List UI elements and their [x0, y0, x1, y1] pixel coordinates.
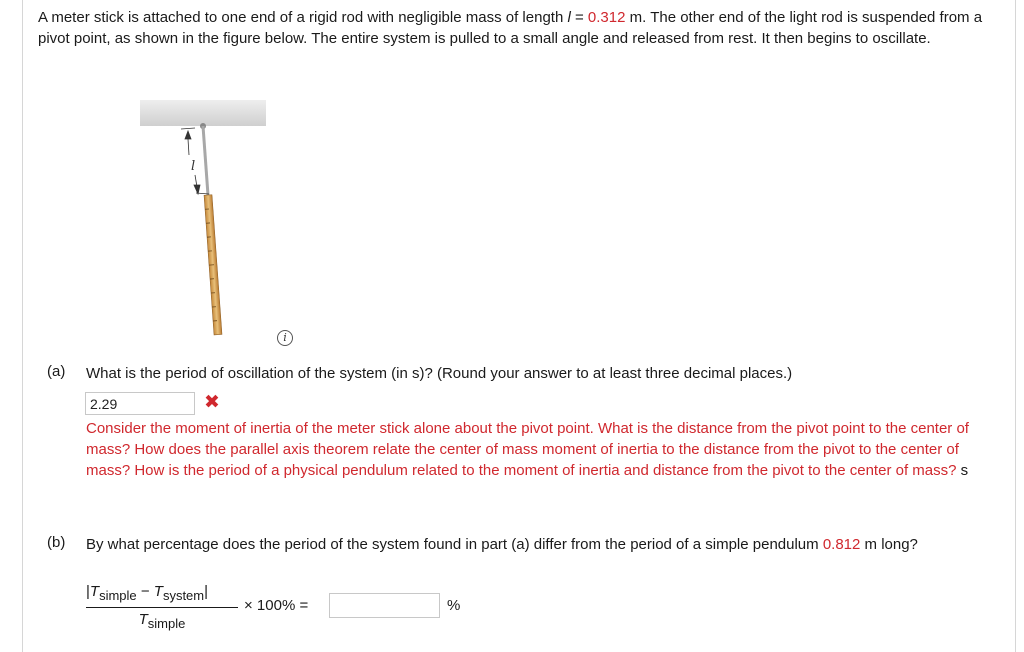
percent-unit: % — [447, 597, 461, 614]
ceiling — [140, 100, 266, 126]
sub-simple: simple — [99, 588, 137, 603]
part-a-label: (a) — [47, 363, 66, 380]
intro-text-1: A meter stick is attached to one end of a rigid rod with negligible mass of length — [38, 9, 568, 26]
length-label: l — [191, 159, 196, 174]
hint-unit: s — [960, 462, 969, 479]
meter-stick — [204, 195, 222, 335]
times-100-percent: × 100% = — [244, 597, 309, 614]
part-a-question: What is the period of oscillation of the system (in s)? (Round your answer to at least three decimal places.) — [86, 365, 793, 382]
abs-open: | — [86, 583, 90, 600]
var-l: l — [567, 9, 571, 26]
sub-system: system — [162, 588, 205, 603]
minus-sign: − — [136, 583, 154, 600]
formula-denominator — [86, 611, 238, 633]
intro-eq: = — [570, 9, 588, 26]
part-b-answer-input[interactable] — [329, 593, 440, 618]
pendulum-diagram — [135, 95, 305, 345]
pendulum-length-value: 0.812 — [822, 536, 861, 553]
problem-statement — [38, 7, 1008, 49]
part-a-answer-input[interactable]: 2.29 — [85, 392, 195, 415]
pendulum-figure — [135, 95, 305, 345]
formula-numerator — [86, 583, 242, 605]
part-b-question-end: m long? — [860, 536, 918, 553]
part-a-hint — [86, 418, 986, 481]
info-icon[interactable]: i — [277, 330, 293, 346]
part-b-label: (b) — [47, 534, 66, 551]
sub-simple: simple — [147, 616, 186, 631]
t-symbol: T — [153, 583, 163, 600]
l-value: 0.312 — [587, 9, 626, 26]
abs-close: | — [204, 583, 209, 600]
t-symbol: T — [89, 583, 100, 600]
part-b-question — [86, 534, 986, 555]
percent-formula — [86, 583, 242, 637]
intro-text-2: m. The other end of the light rod is suspended from a pivot point, as shown in the figure below. The entire system is pulled to a small angle and released from rest. It then begins to oscillate. — [38, 9, 983, 47]
part-b-question-text: By what percentage does the period of the system found in part (a) differ from the period of a simple pendulum — [86, 536, 819, 553]
t-symbol: T — [138, 611, 148, 628]
hint-text: Consider the moment of inertia of the meter stick alone about the pivot point. What is the distance from the pivot point to the center of mass? How does the parallel axis theorem relate the center of mass moment of inertia to the distance from the pivot to the center of mass? How is the period of a physical pendulum related to the moment of inertia and distance from the pivot to the center of mass? — [86, 420, 969, 479]
light-rod — [203, 126, 208, 195]
x-mark-icon: ✖ — [204, 392, 220, 413]
fraction-bar — [86, 607, 238, 608]
